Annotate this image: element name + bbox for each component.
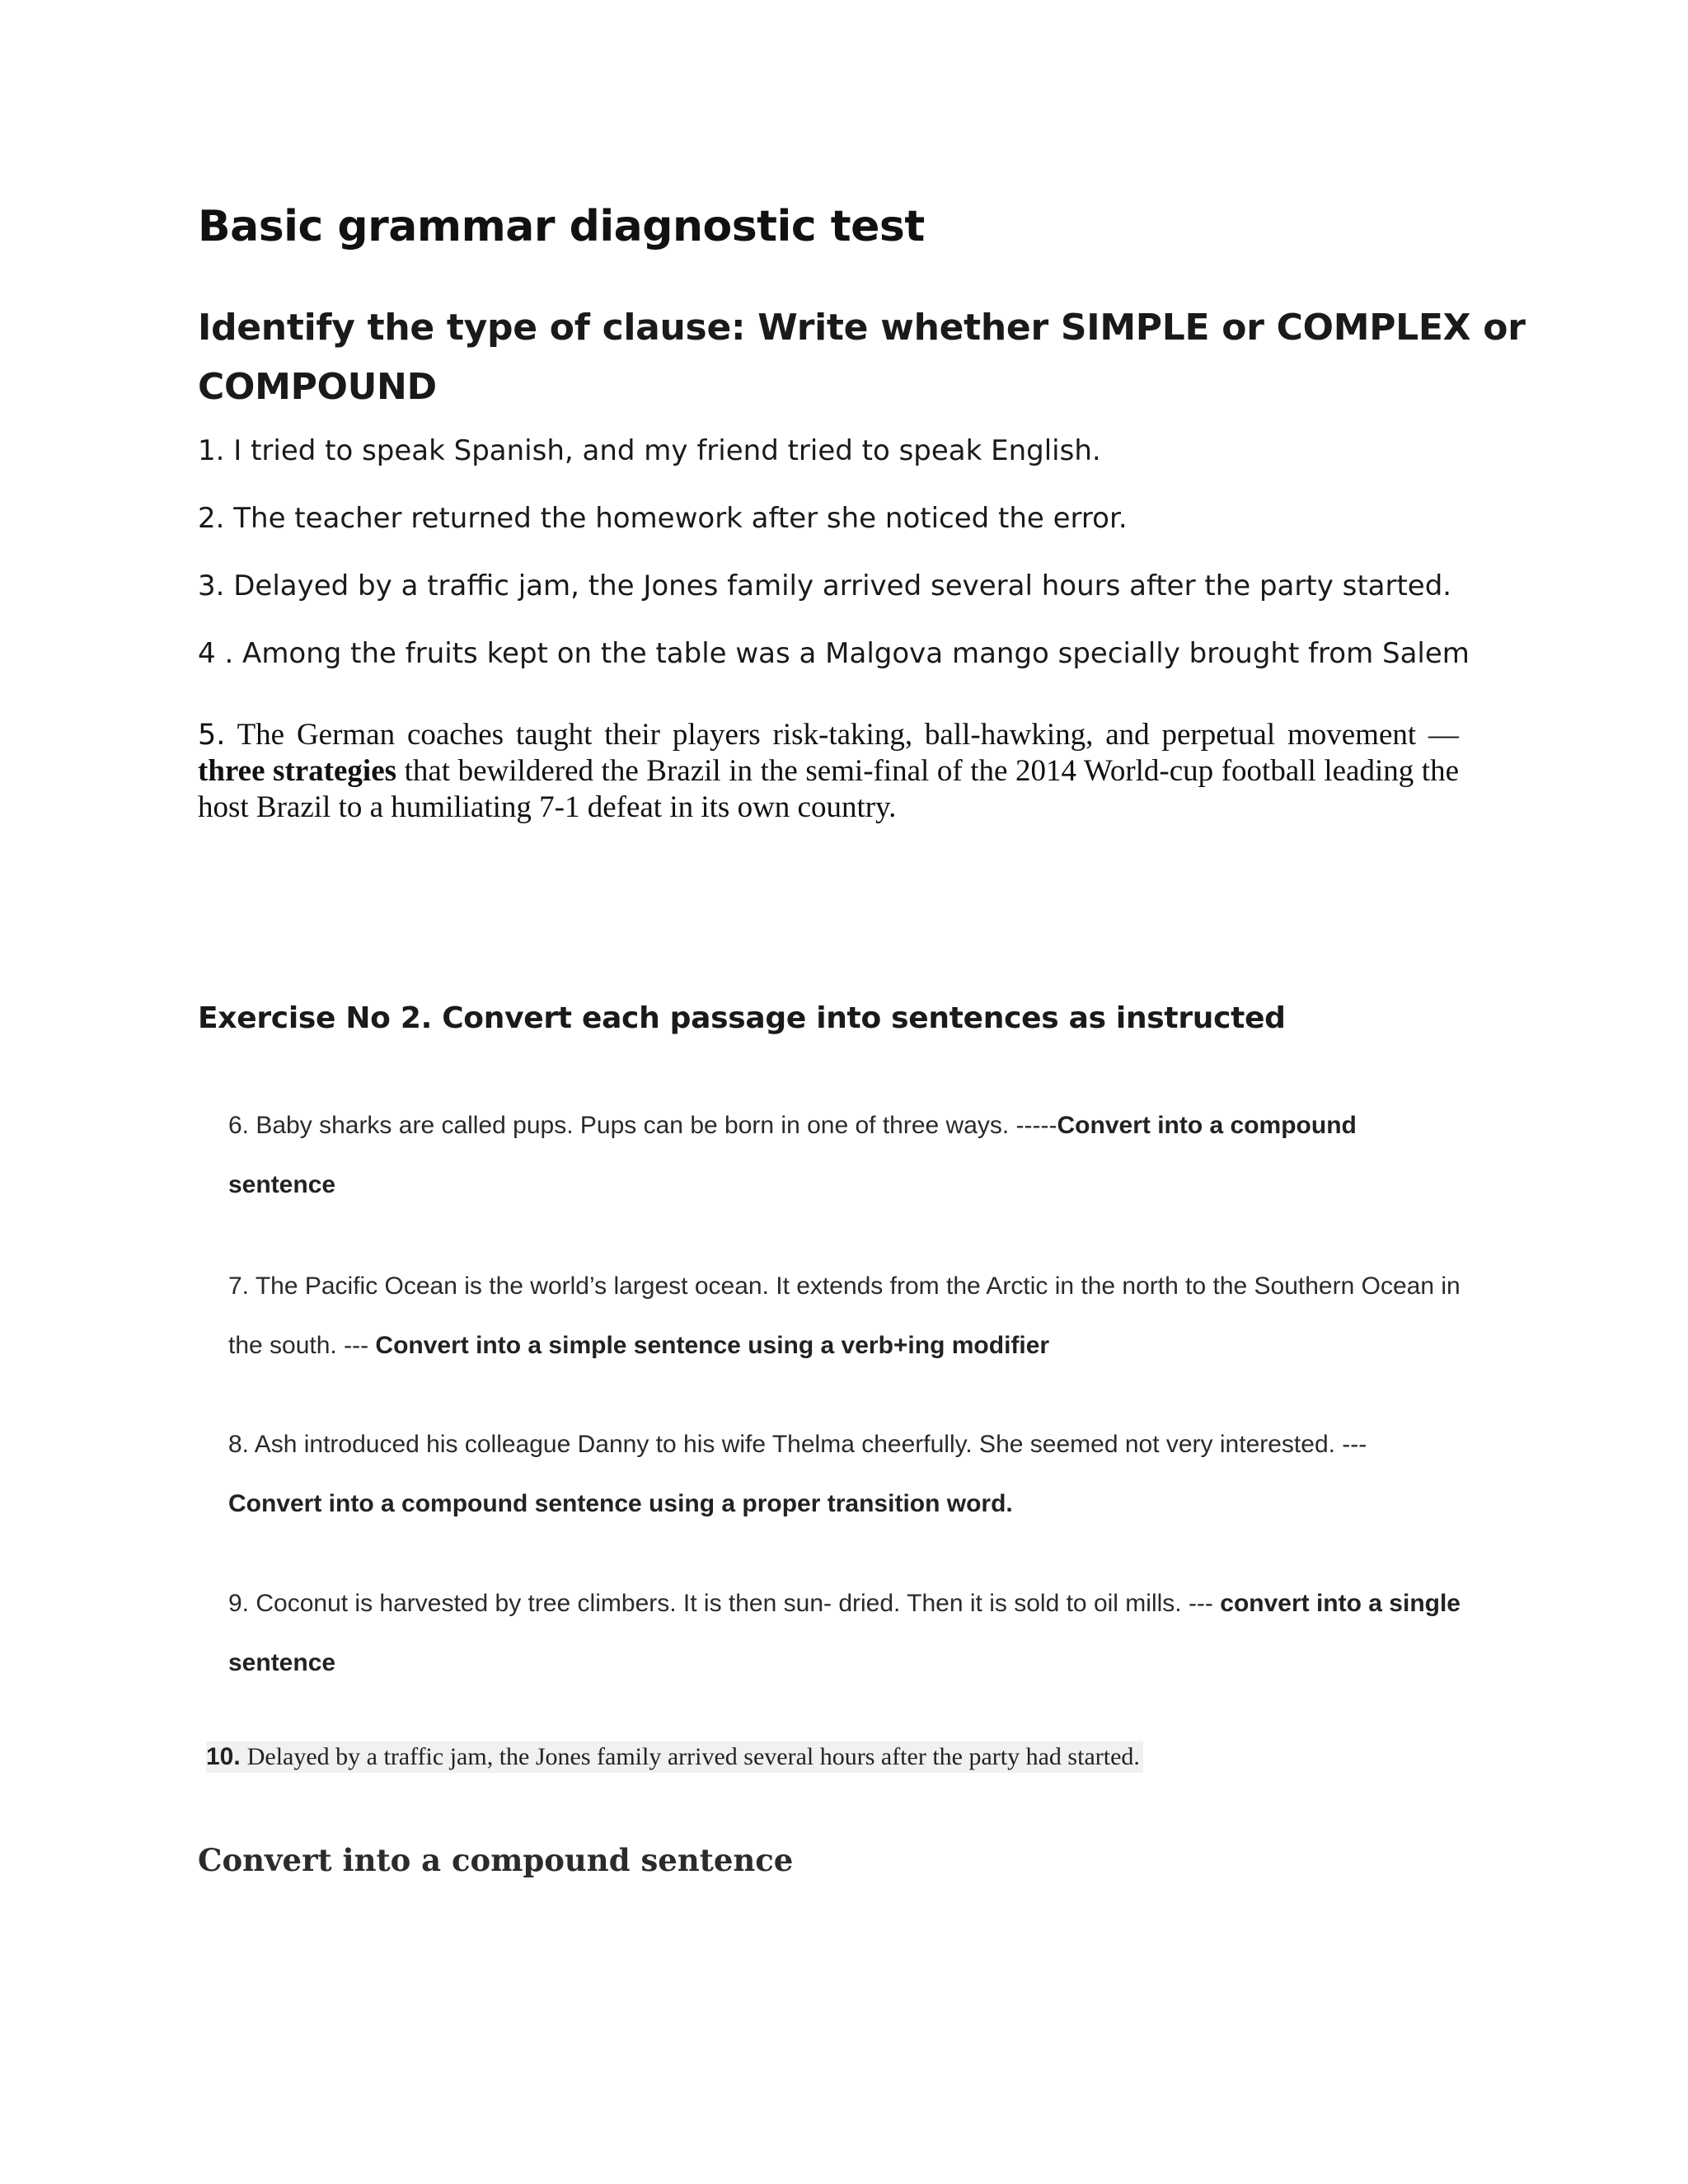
item-10-number: 10. [206, 1743, 241, 1770]
exercise-item-8 [228, 1415, 1465, 1534]
question-5-text-before: The German coaches taught their players risk-taking, ball-hawking, and perpetual movement — [225, 718, 1459, 752]
section1-heading: Identify the type of clause: Write whether SIMPLE or COMPLEX or COMPOUND [198, 307, 1526, 408]
question-5 [198, 717, 1459, 826]
exercise-item-10 [206, 1741, 1143, 1773]
question-1: 1. I tried to speak Spanish, and my friend tried to speak English. [198, 434, 1101, 467]
item-9-instruction: convert into a single sentence [228, 1590, 1461, 1676]
question-2: 2. The teacher returned the homework after she noticed the error. [198, 502, 1128, 535]
exercise-2-heading: Exercise No 2. Convert each passage into sentences as instructed [198, 1001, 1286, 1035]
item-8-instruction: Convert into a compound sentence using a proper transition word. [228, 1490, 1013, 1517]
final-instruction: Convert into a compound sentence [198, 1842, 794, 1878]
item-6-instruction: Convert into a compound sentence [228, 1112, 1357, 1198]
item-8-text: 8. Ash introduced his colleague Danny to his wife Thelma cheerfully. She seemed not very interested. --- [228, 1431, 1367, 1458]
item-9-text: 9. Coconut is harvested by tree climbers. It is then sun- dried. Then it is sold to oil mills. --- [228, 1590, 1221, 1617]
document-title: Basic grammar diagnostic test [198, 202, 925, 251]
question-5-text-after: that bewildered the Brazil in the semi-final of the 2014 World-cup football leading the host Brazil to a humiliating 7-1 defeat in its own country. [198, 754, 1459, 824]
question-5-bold-phrase: three strategies [198, 754, 397, 788]
question-4: 4 . Among the fruits kept on the table was a Malgova mango specially brought from Salem [198, 637, 1470, 670]
item-6-text: 6. Baby sharks are called pups. Pups can be born in one of three ways. ----- [228, 1112, 1057, 1139]
item-7-text: 7. The Pacific Ocean is the world’s largest ocean. It extends from the Arctic in the north to the Southern Ocean in the south. --- [228, 1272, 1461, 1359]
exercise-item-9 [228, 1574, 1465, 1693]
exercise-item-7 [228, 1257, 1465, 1376]
question-3: 3. Delayed by a traffic jam, the Jones family arrived several hours after the party started. [198, 569, 1452, 602]
item-10-text: Delayed by a traffic jam, the Jones family arrived several hours after the party had started. [246, 1743, 1140, 1770]
exercise-item-6 [228, 1096, 1465, 1215]
question-5-number: 5. [198, 719, 226, 752]
item-7-instruction: Convert into a simple sentence using a verb+ing modifier [375, 1332, 1050, 1359]
